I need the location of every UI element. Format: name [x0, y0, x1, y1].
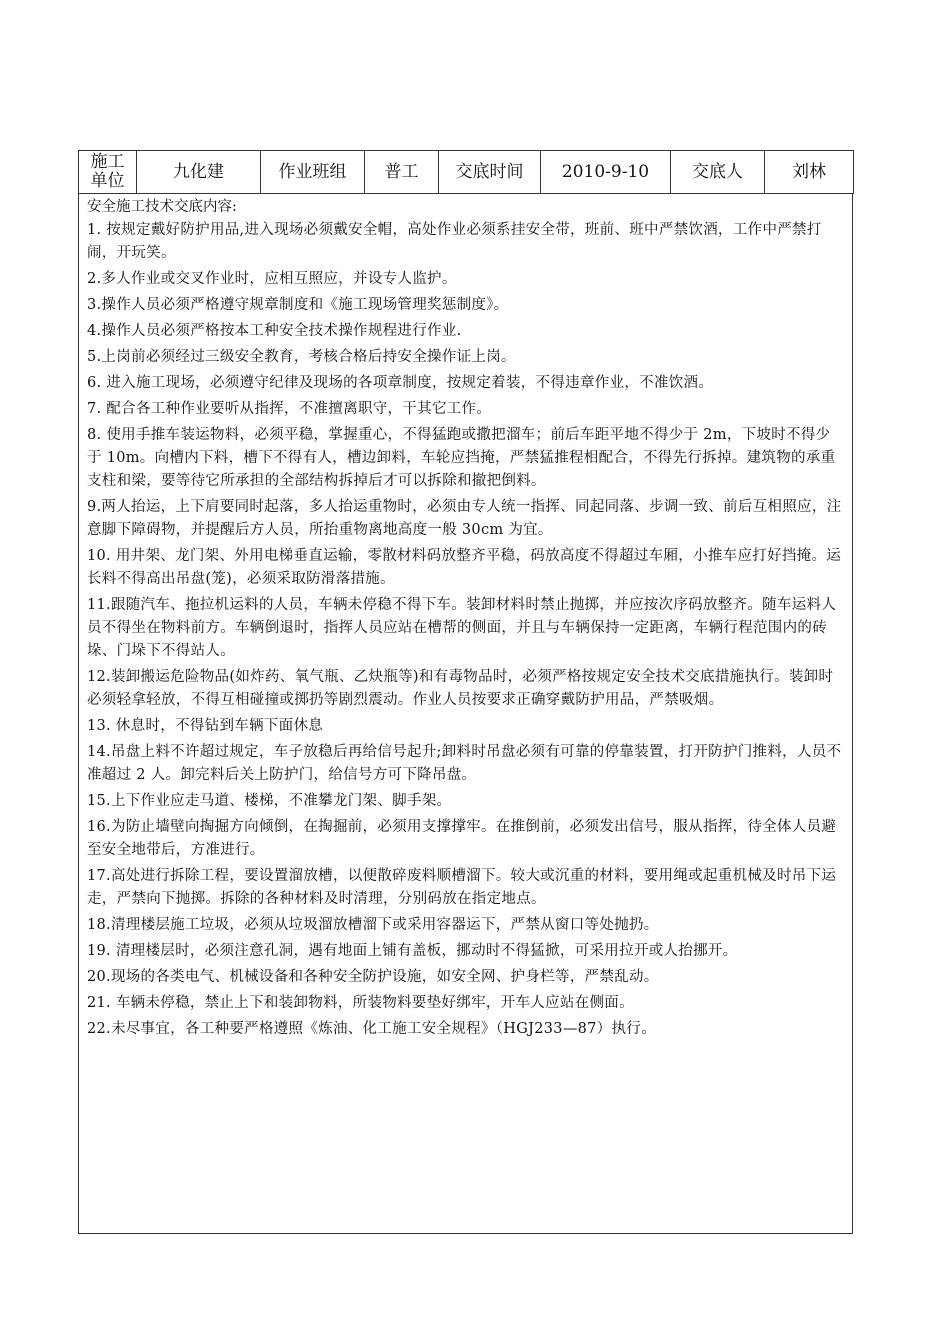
briefing-item-4: 4.操作人员必须严格按本工种安全技术操作规程进行作业. — [87, 323, 462, 339]
briefing-item-1: 1. 按规定戴好防护用品,进入现场必须戴安全帽，高处作业必须系挂安全带，班前、班中严禁饮酒，工作中严禁打闹，开玩笑。 — [87, 222, 822, 261]
form-header-table — [78, 150, 854, 194]
briefing-item-17: 17.高处进行拆除工程，要设置溜放槽，以便散碎废料顺槽溜下。较大或沉重的材料，要用绳或起重机械及时吊下运走，严禁向下抛掷。拆除的各种材料及时清理，分别码放在指定地点。 — [87, 868, 837, 907]
briefing-item-2: 2.多人作业或交叉作业时，应相互照应，并设专人监护。 — [87, 271, 457, 287]
unit-value: 九化建 — [137, 151, 261, 194]
time-label: 交底时间 — [439, 151, 541, 194]
briefing-item-6: 6. 进入施工现场，必须遵守纪律及现场的各项章制度，按规定着装，不得违章作业，不准饮酒。 — [87, 375, 714, 391]
briefing-item-21: 21. 车辆未停稳，禁止上下和装卸物料，所装物料要垫好绑牢，开车人应站在侧面。 — [87, 995, 634, 1011]
team-value: 普工 — [365, 151, 439, 194]
briefing-item-14: 14.吊盘上料不许超过规定，车子放稳后再给信号起升;卸料时吊盘必须有可靠的停靠装置，打开防护门推料，人员不准超过 2 人。卸完料后关上防护门，给信号方可下降吊盘。 — [87, 744, 842, 783]
briefing-item-18: 18.清理楼层施工垃圾，必须从垃圾溜放槽溜下或采用容器运下，严禁从窗口等处抛扔。 — [87, 917, 659, 933]
briefing-item-9: 9.两人抬运，上下肩要同时起落，多人抬运重物时，必须由专人统一指挥、同起同落、步调一致、前后互相照应，注意脚下障碍物，并提醒后方人员，所抬重物离地高度一般 30cm 为宜。 — [87, 499, 842, 538]
briefing-item-7: 7. 配合各工种作业要听从指挥，不准擅离职守，干其它工作。 — [87, 401, 492, 417]
briefing-item-22: 22.未尽事宜，各工种要严格遵照《炼油、化工施工安全规程》（HGJ233—87）执行。 — [87, 1021, 656, 1037]
briefing-item-12: 12.装卸搬运危险物品(如炸药、氧气瓶、乙炔瓶等)和有毒物品时，必须严格按规定安全技术交底措施执行。装卸时必须轻拿轻放，不得互相碰撞或掷扔等剧烈震动。作业人员按要求正确穿戴防护用品，严禁吸烟。 — [87, 669, 834, 708]
briefing-item-10: 10. 用井架、龙门架、外用电梯垂直运输，零散材料码放整齐平稳，码放高度不得超过车厢，小推车应打好挡掩。运长料不得高出吊盘(笼)，必须采取防滑落措施。 — [87, 548, 842, 587]
person-label: 交底人 — [671, 151, 765, 194]
briefing-item-11: 11.跟随汽车、拖拉机运料的人员，车辆未停稳不得下车。装卸材料时禁止抛掷，并应按次序码放整齐。随车运料人员不得坐在物料前方。车辆倒退时，指挥人员应站在槽帮的侧面，并且与车辆保持一定距离，车辆行程范围内的砖垛、门垛下不得站人。 — [87, 597, 837, 659]
briefing-item-15: 15.上下作业应走马道、楼梯，不准攀龙门架、脚手架。 — [87, 793, 452, 809]
briefing-item-5: 5.上岗前必须经过三级安全教育，考核合格后持安全操作证上岗。 — [87, 349, 516, 365]
briefing-item-19: 19. 清理楼层时，必须注意孔洞，遇有地面上铺有盖板，挪动时不得猛掀，可采用拉开或人抬挪开。 — [87, 943, 738, 959]
time-value: 2010-9-10 — [541, 151, 671, 194]
briefing-item-8: 8. 使用手推车装运物料，必须平稳，掌握重心，不得猛跑或撒把溜车；前后车距平地不得少于 2m，下坡时不得少于 10m。向槽内下料，槽下不得有人，槽边卸料，车轮应挡掩，严禁猛推程相配合，不得先行拆掉。建筑物的承重支柱和梁，要等待它所承担的全部结构拆掉后才可以拆除和撤把倒料。 — [87, 427, 836, 489]
team-label: 作业班组 — [261, 151, 365, 194]
content-intro: 安全施工技术交底内容: — [87, 199, 237, 215]
briefing-item-13: 13. 休息时，不得钻到车辆下面休息 — [87, 718, 324, 734]
briefing-item-20: 20.现场的各类电气、机械设备和各种安全防护设施，如安全网、护身栏等，严禁乱动。 — [87, 969, 659, 985]
person-value: 刘林 — [765, 151, 854, 194]
briefing-item-16: 16.为防止墙壁向掏掘方向倾倒，在掏掘前，必须用支撑撑牢。在推倒前，必须发出信号，服从指挥，待全体人员避至安全地带后，方准进行。 — [87, 819, 837, 858]
briefing-content — [78, 194, 853, 1234]
unit-label: 施工 单位 — [79, 151, 137, 194]
briefing-item-3: 3.操作人员必须严格遵守规章制度和《施工现场管理奖惩制度》。 — [87, 297, 509, 313]
header-row — [79, 151, 854, 194]
safety-briefing-form — [78, 150, 853, 1234]
